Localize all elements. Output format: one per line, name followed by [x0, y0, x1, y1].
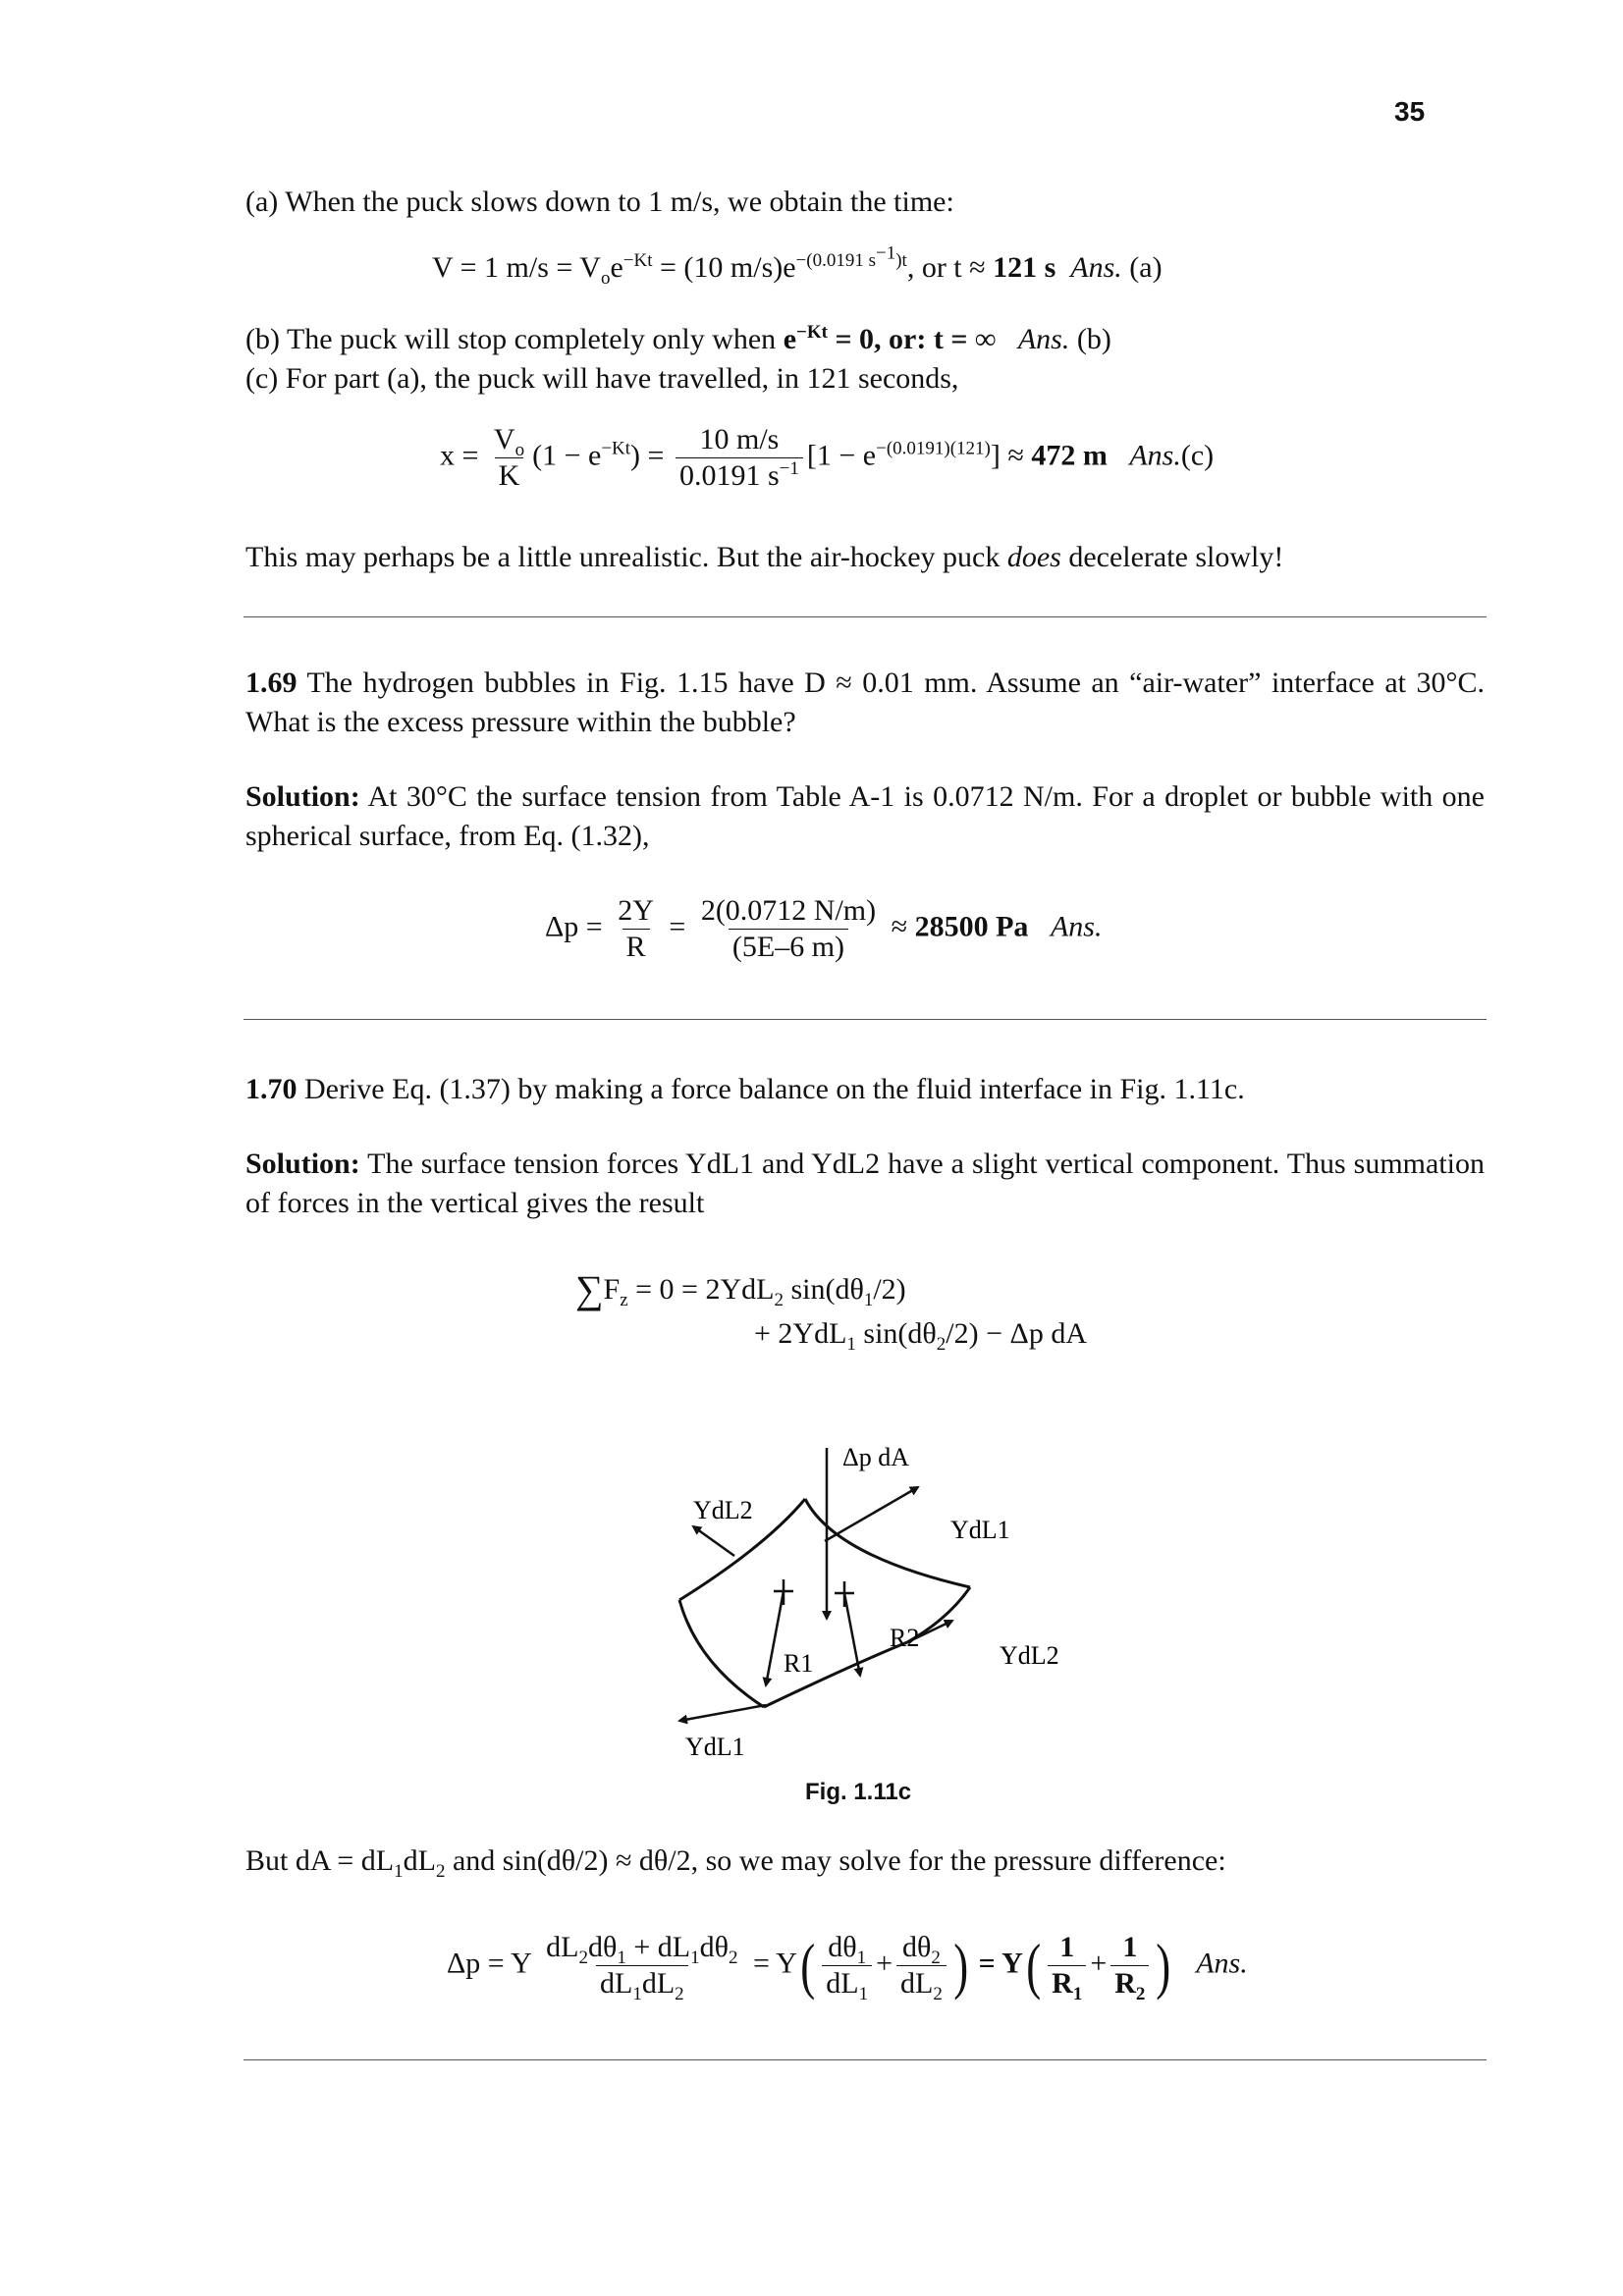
remark-text: This may perhaps be a little unrealistic. But the air-hockey puck does decelerate slowly!	[245, 541, 1284, 573]
ydl2-top-arrow	[693, 1526, 734, 1556]
problem-170-solution: Solution: The surface tension forces YdL1 and YdL2 have a slight vertical component. Thus summation of forces in the vertical gives the result	[245, 1148, 1485, 1219]
page-number: 35	[1394, 96, 1426, 127]
part-c-text: (c) For part (a), the puck will have travelled, in 121 seconds,	[245, 362, 959, 395]
label-ydl2-top: YdL2	[693, 1496, 753, 1524]
problem-170-equation-line2: + 2YdL$_1$ $\sin(d\theta_2/2) - \Delta p$ dA	[754, 1317, 1087, 1355]
label-dp-da: Δp dA	[842, 1443, 909, 1471]
divider-1	[243, 616, 1487, 617]
radius-r1	[766, 1591, 784, 1685]
part-a-equation: V = 1 $m/s = V_oe^{-Kt} = (10$ $m/s)e^{-(0.0191 s^{-1})t}$, or t ≈ 121 s Ans. (a)	[432, 242, 1163, 289]
label-ydl1-right: YdL1	[950, 1516, 1010, 1544]
problem-169-solution: Solution: At 30°C the surface tension from Table A-1 is 0.0712 N/m. For a droplet or bubble with one spherical surface, from Eq. (1.32),	[245, 780, 1485, 852]
final-text: But dA = $dL_1dL_2$ and sin(dθ/2) ≈ dθ/2, so we may solve for the pressure difference:	[245, 1844, 1226, 1882]
ydl1-right-arrow	[825, 1487, 918, 1541]
interface-left-side	[679, 1600, 764, 1707]
part-c-equation: x = $\frac{V_o}{K}$ $(1 - e^{-Kt})$ = $\frac{10 m/s}{0.0191 s^{-1}}$ $[1 - e^{-(0.0191)(121)}] \approx 472$ m Ans.(c)	[440, 423, 1215, 492]
figure-caption: Fig. 1.11c	[805, 1779, 912, 1805]
label-ydl1-bottom: YdL1	[685, 1733, 745, 1761]
problem-169-equation: Δp = $\frac{2Y}{R}$ = $\frac{2(0.0712 N/m)}{(5E-6 m)}$ ≈ 28500 Pa Ans.	[545, 894, 1103, 963]
ydl1-bottom-arrow	[679, 1705, 766, 1721]
final-equation: Δp = Y $\frac{dL_2d\theta_1 + dL_1d\theta_2}{dL_1dL_2}$ = Y( $\frac{d\theta_1}{dL_1}$ + $\frac{d\theta_2}{dL_2}$ ) = Y( $\frac{1}{R_1}$ + $\frac{1}{R_2}$ ) Ans.	[447, 1930, 1248, 2004]
divider-3	[243, 2059, 1487, 2060]
problem-170-equation-line1: $\sum F_z = 0 = 2YdL_2$ $\sin(d\theta_1/2)$	[575, 1267, 906, 1311]
problem-169-statement: 1.69 The hydrogen bubbles in Fig. 1.15 have D ≈ 0.01 mm. Assume an “air-water” interface at 30°C. What is the excess pressure within the bubble?	[245, 667, 1485, 738]
label-r1: R1	[784, 1649, 814, 1678]
part-a-text: (a) When the puck slows down to 1 m/s, we obtain the time:	[245, 186, 954, 218]
interface-right-edge	[805, 1499, 970, 1587]
divider-2	[243, 1019, 1487, 1020]
label-ydl2-right: YdL2	[1000, 1641, 1059, 1670]
part-b-text: (b) The puck will stop completely only when $e^{-Kt} = 0$, or: t = ∞ Ans. (b)	[245, 322, 1111, 355]
radius-r2	[844, 1593, 860, 1676]
problem-170-statement: 1.70 Derive Eq. (1.37) by making a force balance on the fluid interface in Fig. 1.11c.	[245, 1073, 1245, 1105]
figure-1-11c	[658, 1428, 1090, 1782]
label-r2: R2	[890, 1624, 920, 1652]
